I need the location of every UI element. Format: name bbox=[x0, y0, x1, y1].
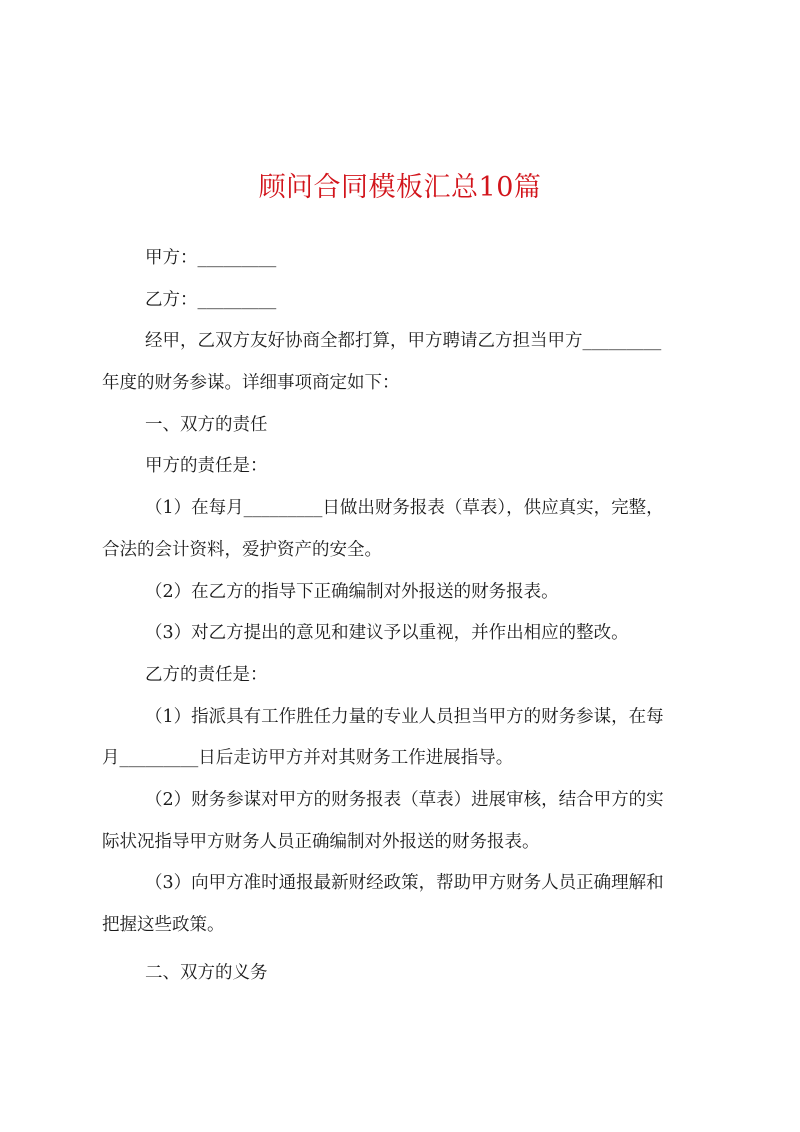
paragraph-line: 把握这些政策。 bbox=[102, 915, 225, 935]
document-body bbox=[102, 242, 700, 998]
subheading: 乙方的责任是： bbox=[145, 664, 268, 685]
section-heading: 一、双方的责任 bbox=[145, 414, 268, 435]
paragraph-line: 际状况指导甲方财务人员正确编制对外报送的财务报表。 bbox=[102, 831, 540, 852]
paragraph-line: 年度的财务参谋。详细事项商定如下： bbox=[102, 373, 400, 394]
paragraph-line: （1）在每月_________日做出财务报表（草表），供应真实，完整， bbox=[145, 498, 664, 519]
party-a-line: 甲方：_________ bbox=[145, 248, 277, 268]
paragraph-line: 经甲，乙双方友好协商全都打算，甲方聘请乙方担当甲方_________ bbox=[145, 331, 662, 352]
paragraph-line: （2）财务参谋对甲方的财务报表（草表）进展审核，结合甲方的实 bbox=[145, 789, 664, 810]
document-title: 顾问合同模板汇总10篇 bbox=[258, 172, 542, 203]
paragraph-line: 合法的会计资料，爱护资产的安全。 bbox=[102, 539, 382, 560]
party-b-line: 乙方：_________ bbox=[145, 289, 277, 310]
section-heading: 二、双方的义务 bbox=[145, 962, 268, 983]
paragraph-line: （3）向甲方准时通报最新财经政策，帮助甲方财务人员正确理解和 bbox=[145, 873, 664, 894]
paragraph-line: （3）对乙方提出的意见和建议予以重视，并作出相应的整改。 bbox=[145, 623, 629, 644]
paragraph-line: （2）在乙方的指导下正确编制对外报送的财务报表。 bbox=[145, 581, 559, 602]
paragraph-line: （1）指派具有工作胜任力量的专业人员担当甲方的财务参谋，在每 bbox=[145, 706, 664, 727]
paragraph-line: 月_________日后走访甲方并对其财务工作进展指导。 bbox=[102, 748, 514, 769]
subheading: 甲方的责任是： bbox=[145, 456, 268, 477]
